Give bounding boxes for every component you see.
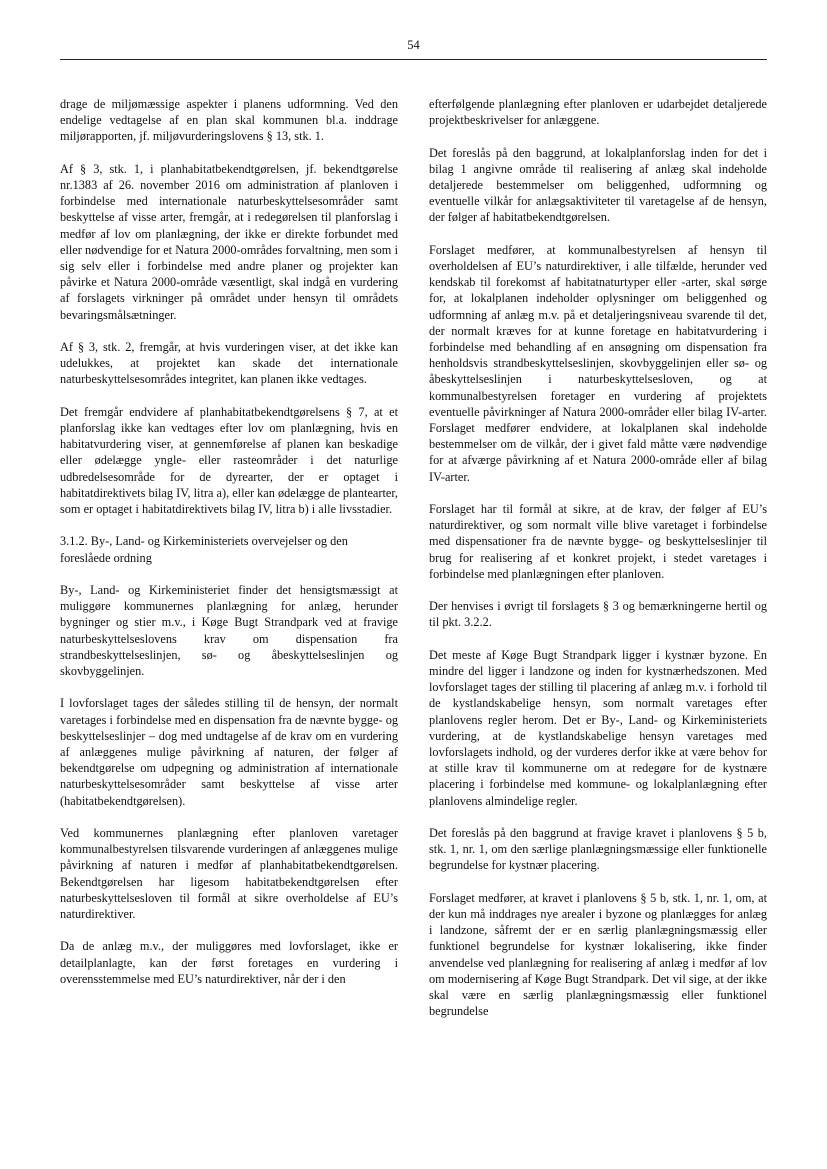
paragraph: By-, Land- og Kirkeministeriet finder det hensigtsmæssigt at muliggøre kommunernes planlægning for anlæg, herunder bygninger og stier m.v., i Køge Bugt Strandpark ved at fravige naturbeskyttelseslovens krav om dispensation fra strandbeskyttelseslinjen, sø- og åbeskyttelseslinjen og skovbyggelinjen. (60, 583, 398, 679)
paragraph: Forslaget medfører, at kommunalbestyrelsen af hensyn til overholdelsen af EU’s naturdirektiver, i alle tilfælde, herunder ved kendskab til forekomst af habitatnaturtyper eller -arter, skal sørge for, at lokalplanen indeholder oplysninger om beliggenhed og udformning af anlæg m.v. på et detaljeringsniveau svarende til det, der normalt kræves for at kunne foretage en habitatvurdering i forbindelse med behandling af en ansøgning om dispensation fra henholdsvis strandbeskyttelseslinjen, skovbyggelinjen eller sø- og åbeskyttelseslinjen i naturbeskyttelsesloven, og at kommunalbestyrelsen foretager en vurdering af projektets eventuelle påvirkninger af Natura 2000-områder eller bilag IV-arter. Forslaget medfører endvidere, at lokalplanen skal indeholde bestemmelser om de vilkår, der i givet fald måtte være nødvendige for at afværge påvirkning af et Natura 2000-område eller af bilag IV-arter. (429, 242, 767, 484)
paragraph: Af § 3, stk. 1, i planhabitatbekendtgørelsen, jf. bekendtgørelse nr.1383 af 26. november 2016 om administration af planloven i forbindelse med internationale naturbeskyttelsesområder samt beskyttelse af visse arter, fremgår, at i redegørelsen til planforslag i medfør af lov om planlægning, der ikke er direkte forbundet med eller nødvendige for et Natura 2000-områdes forvaltning, men som i sig selv eller i forbindelse med andre planer og projekter kan påvirke et Natura 2000-område væsentligt, skal indgå en vurdering af forslagets virkninger på området under hensyn til områdets bevaringsmålsætninger. (60, 161, 398, 322)
paragraph: Det foreslås på den baggrund, at lokalplanforslag inden for det i bilag 1 angivne område til realisering af anlæg skal indeholde detaljerede bestemmelser om beliggenhed, udformning og eventuelle vilkår for anlægsaktiviteter til varetagelse af de hensyn, der følger af habitatbekendtgørelsen. (429, 145, 767, 225)
paragraph: Forslaget har til formål at sikre, at de krav, der følger af EU’s naturdirektiver, og som normalt ville blive varetaget i forbindelse med dispensationer fra de nævnte bygge- og beskyttelseslinjer til brug for realisering af et konkret projekt, i stedet varetages i forbindelse med planlægningen efter planloven. (429, 502, 767, 581)
paragraph: Det meste af Køge Bugt Strandpark ligger i kystnær byzone. En mindre del ligger i landzone og inden for kystnærhedszonen. Med lovforslaget tages der stilling til placering af anlæg m.v. i forhold til de kystlandskabelige hensyn, som normalt varetages efter planlovens regler herom. Det er By-, Land- og Kirkeministeriets vurdering, at de kystlandskabelige hensyn varetages med lovforslagets indhold, og der vurderes derfor ikke at være behov for at stille krav til kommunerne om at redegøre for de kystnære placering i forbindelse med kommune- og lokalplanlægning efter planlovens almindelige regler. (429, 647, 767, 808)
page-number: 54 (407, 38, 420, 52)
section-heading: 3.1.2. By-, Land- og Kirkeministeriets overvejelser og den foreslåede ordning (60, 534, 348, 565)
paragraph: Ved kommunernes planlægning efter planloven varetager kommunalbestyrelsen tilsvarende vurderingen af anlæggenes mulige påvirkning af naturen i medfør af planhabitatbekendtgørelsen. Bekendtgørelsen har ligesom habitatbekendtgørelsen efter naturbeskyttelsesloven til formål at sikre overholdelse af EU’s naturdirektiver. (60, 826, 398, 922)
paragraph: efterfølgende planlægning efter planloven er udarbejdet detaljerede projektbeskrivelser for anlæggene. (429, 97, 767, 128)
paragraph: Det foreslås på den baggrund at fravige kravet i planlovens § 5 b, stk. 1, nr. 1, om den særlige planlægningsmæssige eller funktionelle begrundelse for kystnær placering. (429, 826, 767, 873)
paragraph: drage de miljømæssige aspekter i planens udformning. Ved den endelige vedtagelse af en plan skal kommunen bl.a. inddrage miljørapporten, jf. miljøvurderingslovens § 13, stk. 1. (60, 97, 398, 144)
paragraph: Af § 3, stk. 2, fremgår, at hvis vurderingen viser, at det ikke kan udelukkes, at projektet kan skade det internationale naturbeskyttelsesområdes integritet, kan planen ikke vedtages. (60, 340, 398, 387)
paragraph: Forslaget medfører, at kravet i planlovens § 5 b, stk. 1, nr. 1, om, at der kun må inddrages nye arealer i byzone og planlægges for anlæg i landzone, såfremt der er en særlig planlægningsmæssig eller funktionel begrundelse for kystnær lokalisering, ikke finder anvendelse ved planlægning for realisering af anlæg i medfør af lov om modernisering af Køge Bugt Strandpark. Det vil sige, at der ikke skal være en særlig planlægningsmæssig eller funktionel begrundelse (429, 890, 767, 1019)
paragraph: Der henvises i øvrigt til forslagets § 3 og bemærkningerne hertil og til pkt. 3.2.2. (429, 599, 767, 630)
paragraph: I lovforslaget tages der således stilling til de hensyn, der normalt varetages i forbindelse med en dispensation fra de nævnte bygge- og beskyttelseslinjer – dog med undtagelse af de krav om en vurdering af anlæggenes mulige påvirkning af naturen, der følger af bekendtgørelse om udpegning og administration af internationale naturbeskyttelsesområder samt beskyttelse af visse arter (habitatbekendtgørelsen). (60, 696, 398, 808)
header-rule (60, 59, 767, 60)
left-column (60, 96, 398, 1003)
right-column (429, 96, 767, 1036)
paragraph: Det fremgår endvidere af planhabitatbekendtgørelsens § 7, at et planforslag ikke kan vedtages efter lov om planlægning, hvis en habitatvurdering viser, at gennemførelse af planen kan beskadige eller ødelægge yngle- eller rasteområder i det naturlige udbredelsesområde for de dyrearter, der er optaget i habitatdirektivets bilag IV, litra a), eller kan ødelægge de plantearter, som er optaget i habitatdirektivets bilag IV, litra b) i alle livsstadier. (60, 404, 399, 517)
paragraph: Da de anlæg m.v., der muliggøres med lovforslaget, ikke er detailplanlagte, kan der først foretages en vurdering i overensstemmelse med EU’s naturdirektiver, når der i den (60, 939, 398, 986)
